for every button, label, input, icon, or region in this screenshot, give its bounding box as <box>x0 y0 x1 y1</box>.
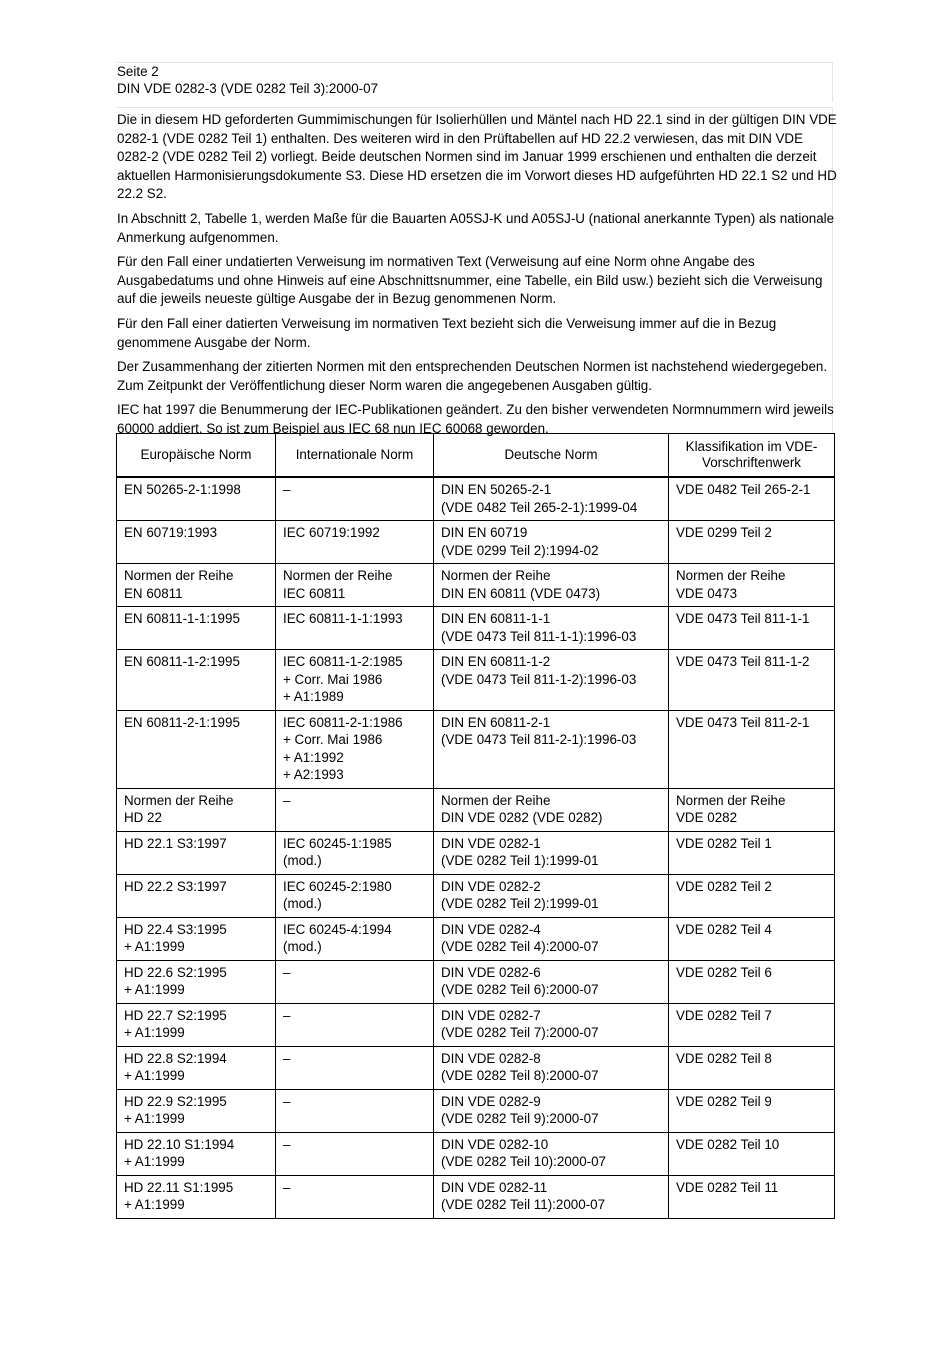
cell-vde-classification <box>669 831 835 874</box>
cell-line: VDE 0473 Teil 811-2-1 <box>676 714 810 730</box>
cell-line: HD 22.9 S2:1995 <box>124 1093 227 1109</box>
cell-line: VDE 0282 Teil 4 <box>676 921 772 937</box>
cell-line: (VDE 0282 Teil 6):2000-07 <box>441 982 599 997</box>
table-row <box>117 1132 835 1175</box>
cell-line: IEC 60245-4:1994 <box>283 921 392 937</box>
table-row <box>117 874 835 917</box>
cell-line: HD 22.4 S3:1995 <box>124 921 227 937</box>
cell-european-norm <box>117 1089 276 1132</box>
cell-international-norm <box>276 788 434 831</box>
cell-line: VDE 0299 Teil 2 <box>676 525 772 540</box>
cell-vde-classification <box>669 874 835 917</box>
cell-line: VDE 0473 Teil 811-1-2 <box>676 654 810 669</box>
cell-line: IEC 60811 <box>283 585 346 601</box>
cell-line: – <box>283 1050 291 1066</box>
cell-line: DIN VDE 0282-9 <box>441 1093 541 1109</box>
table-row <box>117 960 835 1003</box>
cell-line: + A1:1999 <box>124 1154 185 1169</box>
cell-european-norm <box>117 960 276 1003</box>
header-vde-classification: Klassifikation im VDE-Vorschriftenwerk <box>669 434 835 478</box>
cell-line: DIN EN 60811 (VDE 0473) <box>441 585 601 601</box>
table-row <box>117 710 835 788</box>
cell-international-norm <box>276 831 434 874</box>
cell-european-norm <box>117 917 276 960</box>
cell-line: + Corr. Mai 1986 <box>283 732 383 747</box>
cell-line: DIN VDE 0282-6 <box>441 964 541 980</box>
cell-line: (VDE 0282 Teil 4):2000-07 <box>441 939 599 954</box>
cell-line: EN 60811-1-2:1995 <box>124 654 240 669</box>
cell-european-norm <box>117 521 276 564</box>
cell-line: + A1:1999 <box>124 1025 185 1040</box>
cell-line: VDE 0282 Teil 8 <box>676 1050 772 1066</box>
page-number: Seite 2 <box>117 64 159 79</box>
cell-line: EN 60811 <box>124 585 183 601</box>
cell-line: VDE 0282 Teil 1 <box>676 835 772 851</box>
cell-international-norm <box>276 564 434 607</box>
cell-line: HD 22 <box>124 810 162 825</box>
cell-line: IEC 60245-2:1980 <box>283 878 392 894</box>
page-header <box>117 62 833 102</box>
paragraph: In Abschnitt 2, Tabelle 1, werden Maße für die Bauarten A05SJ-K und A05SJ-U (national anerkannte Typen) als nationale Anmerkung aufgenommen. <box>117 210 835 245</box>
cell-line: (mod.) <box>283 939 322 954</box>
cell-european-norm <box>117 710 276 788</box>
cell-german-norm <box>434 710 669 788</box>
cell-line: HD 22.1 S3:1997 <box>124 835 227 851</box>
cell-line: DIN VDE 0282-4 <box>441 921 541 937</box>
cell-line: (VDE 0282 Teil 1):1999-01 <box>441 853 599 868</box>
table-row <box>117 521 835 564</box>
cell-line: DIN VDE 0282 (VDE 0282) <box>441 810 603 825</box>
cell-line: – <box>283 1136 291 1152</box>
cell-line: DIN VDE 0282-7 <box>441 1007 541 1023</box>
cell-vde-classification <box>669 564 835 607</box>
cell-german-norm <box>434 788 669 831</box>
cell-line: + A1:1989 <box>283 689 344 704</box>
cell-international-norm <box>276 1175 434 1218</box>
table-row <box>117 564 835 607</box>
cell-international-norm <box>276 1046 434 1089</box>
cell-german-norm <box>434 831 669 874</box>
body-text <box>117 111 838 445</box>
cell-line: – <box>283 482 291 497</box>
cell-line: – <box>283 1179 291 1195</box>
table-row <box>117 1003 835 1046</box>
cell-line: Normen der Reihe <box>124 568 234 583</box>
cell-vde-classification <box>669 521 835 564</box>
cell-line: HD 22.10 S1:1994 <box>124 1136 235 1152</box>
table-row <box>117 788 835 831</box>
cell-line: VDE 0473 Teil 811-1-1 <box>676 611 810 626</box>
cell-line: Normen der Reihe <box>124 792 234 808</box>
cell-international-norm <box>276 874 434 917</box>
cell-line: IEC 60811-1-2:1985 <box>283 654 403 669</box>
cell-line: Normen der Reihe <box>676 792 786 808</box>
cell-line: DIN EN 60811-1-1 <box>441 611 551 626</box>
cell-line: VDE 0282 Teil 9 <box>676 1093 772 1109</box>
table-row <box>117 477 835 521</box>
cell-line: HD 22.6 S2:1995 <box>124 964 227 980</box>
table-row <box>117 607 835 650</box>
cell-german-norm <box>434 1003 669 1046</box>
cell-line: DIN EN 60811-1-2 <box>441 654 551 669</box>
cell-european-norm <box>117 1175 276 1218</box>
table-row <box>117 1175 835 1218</box>
paragraph: IEC hat 1997 die Benummerung der IEC-Publikationen geändert. Zu den bisher verwendeten Normnummern wird jeweils 60000 addiert. So ist zum Beispiel aus IEC 68 nun IEC 60068 geworden. <box>117 402 834 436</box>
table-row <box>117 831 835 874</box>
cell-line: VDE 0282 Teil 10 <box>676 1136 780 1152</box>
table-row <box>117 917 835 960</box>
cell-european-norm <box>117 477 276 521</box>
cell-line: + A1:1999 <box>124 1197 185 1212</box>
cell-line: IEC 60245-1:1985 <box>283 835 392 851</box>
cell-european-norm <box>117 1003 276 1046</box>
cell-line: DIN VDE 0282-8 <box>441 1050 541 1066</box>
cell-line: – <box>283 1093 291 1109</box>
cell-line: DIN EN 60811-2-1 <box>441 714 551 730</box>
table-body <box>117 477 835 1218</box>
cell-european-norm <box>117 874 276 917</box>
header-international-norm: Internationale Norm <box>276 434 434 478</box>
cell-line: (VDE 0282 Teil 10):2000-07 <box>441 1154 607 1169</box>
cell-german-norm <box>434 960 669 1003</box>
cell-german-norm <box>434 607 669 650</box>
cell-line: DIN EN 50265-2-1 <box>441 482 552 497</box>
cell-line: DIN VDE 0282-2 <box>441 878 541 894</box>
cell-line: (VDE 0282 Teil 7):2000-07 <box>441 1025 599 1040</box>
cell-line: + A1:1999 <box>124 982 185 997</box>
cell-vde-classification <box>669 1089 835 1132</box>
cell-line: EN 60719:1993 <box>124 525 218 540</box>
cell-vde-classification <box>669 1046 835 1089</box>
cell-line: DIN VDE 0282-1 <box>441 835 541 851</box>
cell-vde-classification <box>669 917 835 960</box>
cell-german-norm <box>434 1046 669 1089</box>
paragraph: Für den Fall einer datierten Verweisung im normativen Text bezieht sich die Verweisung immer auf die in Bezug genommene Ausgabe der Norm. <box>117 315 777 350</box>
cell-line: (mod.) <box>283 853 322 868</box>
cell-line: Normen der Reihe <box>283 568 393 583</box>
cell-line: IEC 60719:1992 <box>283 525 380 540</box>
cell-european-norm <box>117 1046 276 1089</box>
cell-line: VDE 0282 Teil 6 <box>676 964 772 980</box>
table-row <box>117 1046 835 1089</box>
cell-line: + A1:1999 <box>124 939 185 954</box>
cell-international-norm <box>276 1003 434 1046</box>
cell-european-norm <box>117 650 276 711</box>
cell-international-norm <box>276 607 434 650</box>
cell-line: (VDE 0482 Teil 265-2-1):1999-04 <box>441 499 638 515</box>
cell-line: – <box>283 792 291 808</box>
cell-german-norm <box>434 650 669 711</box>
cell-vde-classification <box>669 650 835 711</box>
cell-vde-classification <box>669 710 835 788</box>
cell-line: (VDE 0299 Teil 2):1994-02 <box>441 542 599 558</box>
cell-european-norm <box>117 1132 276 1175</box>
cell-european-norm <box>117 831 276 874</box>
cell-line: + A1:1999 <box>124 1068 185 1083</box>
cell-line: Normen der Reihe <box>441 792 551 808</box>
cell-line: + Corr. Mai 1986 <box>283 671 383 687</box>
cell-vde-classification <box>669 788 835 831</box>
document-id: DIN VDE 0282-3 (VDE 0282 Teil 3):2000-07 <box>117 81 379 96</box>
cell-line: HD 22.11 S1:1995 <box>124 1179 234 1195</box>
cell-line: DIN VDE 0282-11 <box>441 1179 548 1195</box>
cell-european-norm <box>117 564 276 607</box>
cell-line: (VDE 0282 Teil 8):2000-07 <box>441 1068 599 1083</box>
cell-german-norm <box>434 1175 669 1218</box>
cell-line: – <box>283 964 291 980</box>
cell-line: IEC 60811-2-1:1986 <box>283 714 403 730</box>
header-european-norm: Europäische Norm <box>117 434 276 478</box>
cell-german-norm <box>434 917 669 960</box>
cell-vde-classification <box>669 1175 835 1218</box>
cell-line: (VDE 0282 Teil 11):2000-07 <box>441 1197 606 1212</box>
cell-german-norm <box>434 874 669 917</box>
cell-line: HD 22.2 S3:1997 <box>124 878 227 894</box>
cell-european-norm <box>117 607 276 650</box>
cell-line: Normen der Reihe <box>676 568 786 583</box>
table-row <box>117 650 835 711</box>
cell-line: VDE 0482 Teil 265-2-1 <box>676 482 811 497</box>
cell-german-norm <box>434 1132 669 1175</box>
cell-line: EN 50265-2-1:1998 <box>124 482 241 497</box>
cell-german-norm <box>434 1089 669 1132</box>
cell-european-norm <box>117 788 276 831</box>
cell-line: HD 22.8 S2:1994 <box>124 1050 227 1066</box>
cell-line: DIN VDE 0282-10 <box>441 1136 549 1152</box>
cell-line: (VDE 0282 Teil 9):2000-07 <box>441 1111 599 1126</box>
paragraph: Der Zusammenhang der zitierten Normen mit den entsprechenden Deutschen Normen ist nachstehend wiedergegeben. Zum Zeitpunkt der Veröffentlichung dieser Norm waren die angegebenen Ausgaben gültig. <box>117 359 828 393</box>
cell-line: Normen der Reihe <box>441 568 551 583</box>
cell-line: – <box>283 1007 291 1023</box>
cell-line: (VDE 0473 Teil 811-2-1):1996-03 <box>441 732 637 747</box>
cell-international-norm <box>276 710 434 788</box>
paragraph: Die in diesem HD geforderten Gummimischungen für Isolierhüllen und Mäntel nach HD 22.1 sind in der gültigen DIN VDE 0282-1 (VDE 0282 Teil 1) enthalten. Des weiteren wird in den Prüftabellen auf HD 22.2 verwiesen, das mit DIN VDE 0282-2 (VDE 0282 Teil 2) vorliegt. Beide deutschen Normen sind im Januar 1999 erschienen und enthalten die derzeit aktuellen Harmonisierungsdokumente S3. Diese HD ersetzen die im Vorwort dieses HD aufgeführten HD 22.1 S2 und HD 22.2 S2. <box>117 112 837 202</box>
cell-line: + A1:1999 <box>124 1111 185 1126</box>
cell-line: IEC 60811-1-1:1993 <box>283 611 403 626</box>
cell-international-norm <box>276 477 434 521</box>
cell-line: VDE 0282 Teil 7 <box>676 1007 772 1023</box>
norms-table <box>116 433 835 1219</box>
cell-international-norm <box>276 650 434 711</box>
cell-international-norm <box>276 917 434 960</box>
cell-international-norm <box>276 521 434 564</box>
cell-line: HD 22.7 S2:1995 <box>124 1007 227 1023</box>
cell-international-norm <box>276 1132 434 1175</box>
cell-vde-classification <box>669 960 835 1003</box>
cell-line: (VDE 0282 Teil 2):1999-01 <box>441 896 599 911</box>
cell-vde-classification <box>669 607 835 650</box>
cell-line: DIN EN 60719 <box>441 525 528 540</box>
cell-line: (VDE 0473 Teil 811-1-2):1996-03 <box>441 671 637 687</box>
cell-line: VDE 0282 Teil 11 <box>676 1179 779 1195</box>
paragraph: Für den Fall einer undatierten Verweisung im normativen Text (Verweisung auf eine Norm ohne Angabe des Ausgabedatums und ohne Hinweis auf eine Abschnittsnummer, eine Tabelle, ein Bild usw.) bezieht sich die Verweisung auf die jeweils neueste gültige Ausgabe der in Bezug genommenen Norm. <box>117 254 823 307</box>
header-german-norm: Deutsche Norm <box>434 434 669 478</box>
cell-line: + A1:1992 <box>283 749 344 765</box>
table-row <box>117 1089 835 1132</box>
cell-german-norm <box>434 564 669 607</box>
cell-german-norm <box>434 477 669 521</box>
table-header-row <box>117 434 835 478</box>
cell-line: VDE 0282 <box>676 810 738 825</box>
cell-line: + A2:1993 <box>283 767 344 782</box>
cell-german-norm <box>434 521 669 564</box>
cell-line: EN 60811-2-1:1995 <box>124 714 240 730</box>
cell-vde-classification <box>669 1132 835 1175</box>
cell-line: EN 60811-1-1:1995 <box>124 611 240 626</box>
cell-vde-classification <box>669 477 835 521</box>
cell-international-norm <box>276 1089 434 1132</box>
cell-line: (mod.) <box>283 896 322 911</box>
cell-line: VDE 0282 Teil 2 <box>676 878 772 894</box>
cell-vde-classification <box>669 1003 835 1046</box>
cell-line: VDE 0473 <box>676 585 738 601</box>
cell-line: (VDE 0473 Teil 811-1-1):1996-03 <box>441 628 637 644</box>
cell-international-norm <box>276 960 434 1003</box>
